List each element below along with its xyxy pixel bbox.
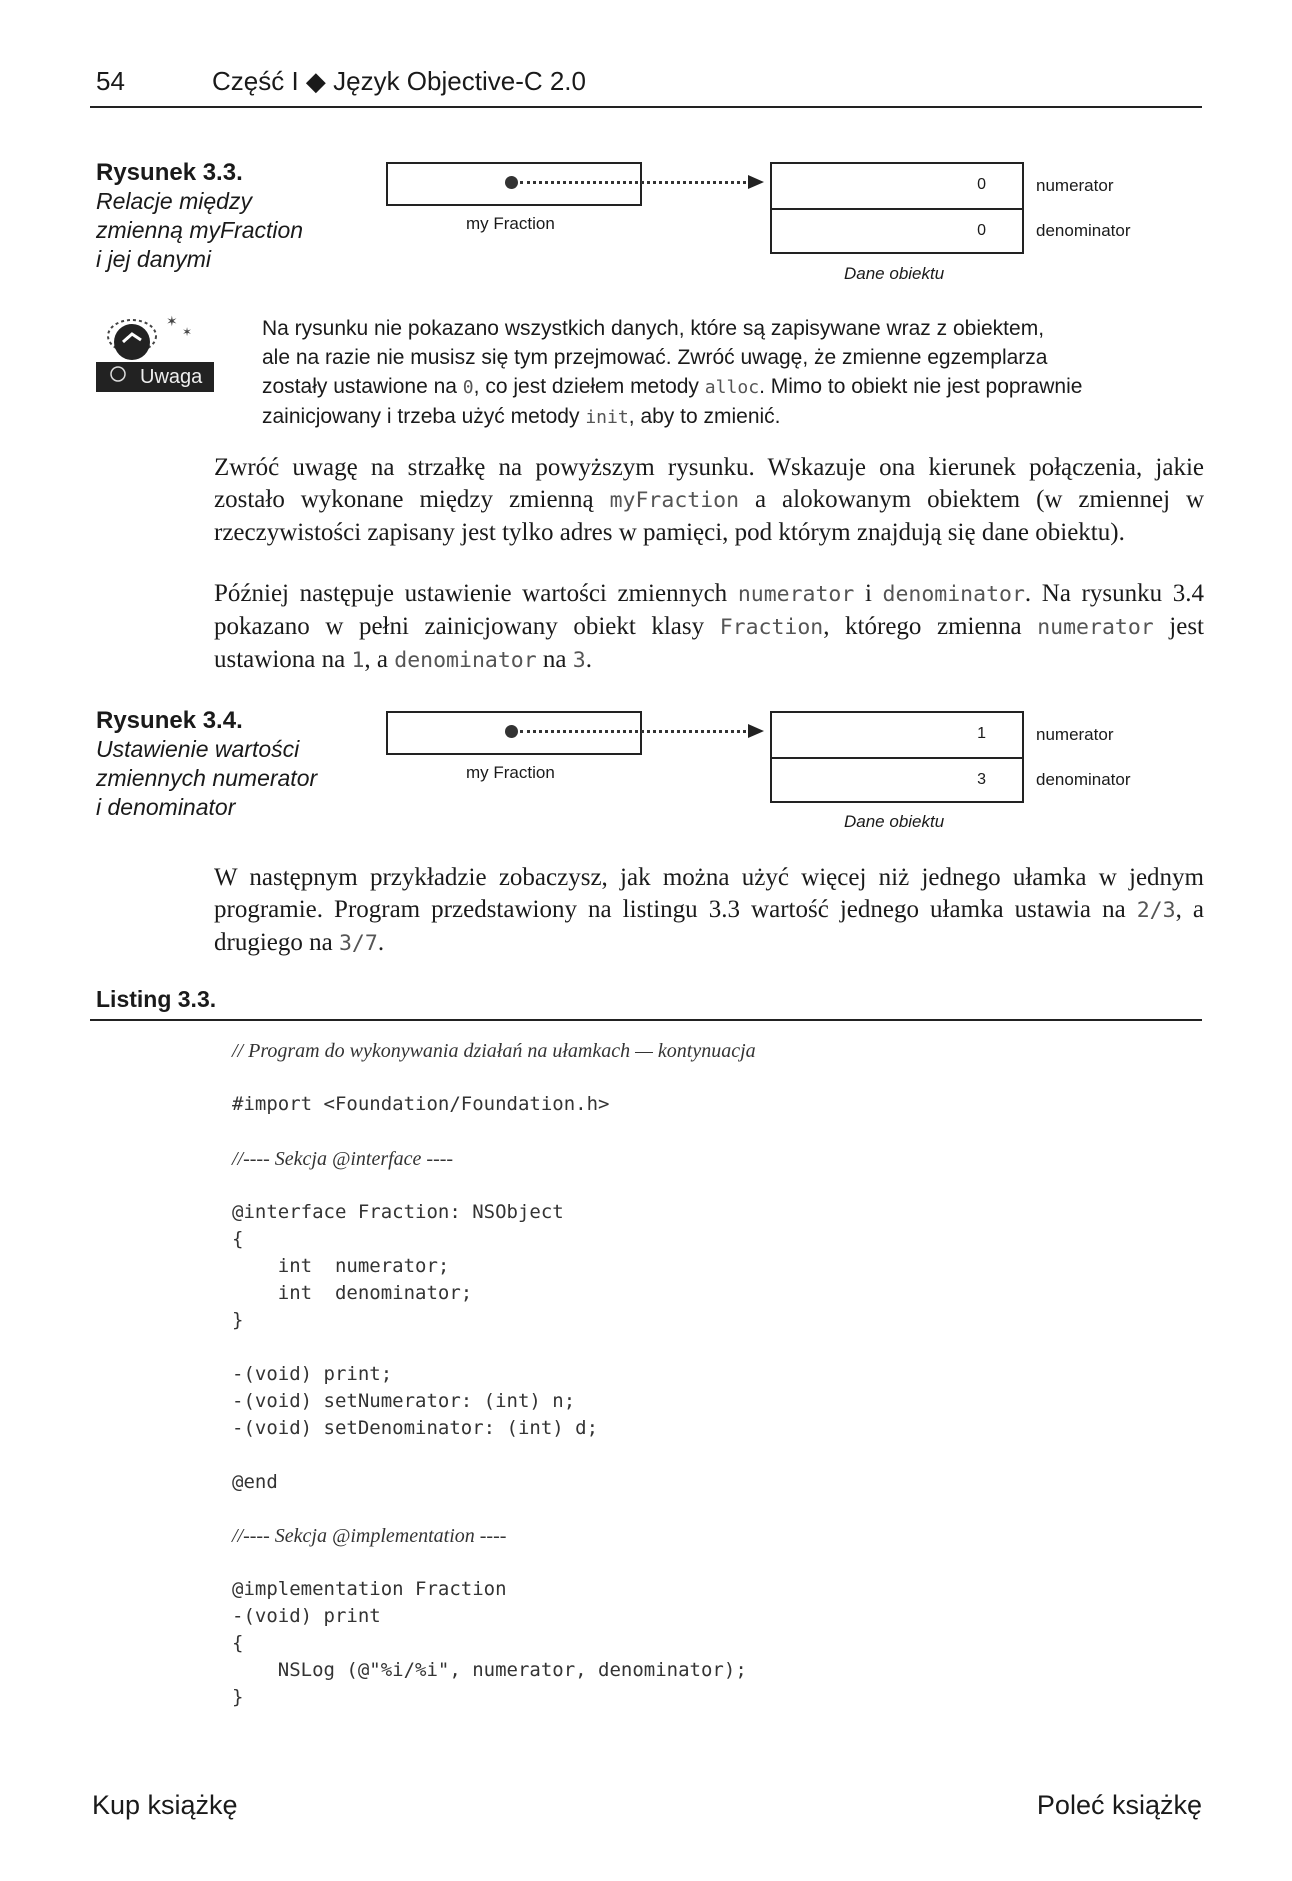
figure-caption-3-3: [96, 158, 356, 274]
code-line: }: [232, 1686, 244, 1708]
listing-rule: [90, 1019, 1202, 1021]
code-comment: //---- Sekcja @interface ----: [232, 1148, 454, 1170]
pointer-dot: [505, 725, 518, 738]
object-data-box: [770, 711, 1024, 803]
code-line: }: [232, 1309, 244, 1331]
code-line: -(void) print: [232, 1605, 381, 1627]
page-number: 54: [96, 66, 125, 96]
code-line: int denominator;: [232, 1282, 473, 1304]
caption-line: Relacje między: [96, 188, 252, 214]
note-badge: Uwaga: [140, 366, 203, 388]
recommend-book-link[interactable]: Poleć książkę: [1036, 1790, 1202, 1820]
code-line: #import <Foundation/Foundation.h>: [232, 1093, 610, 1115]
caption-line: zmiennych numerator: [96, 765, 318, 791]
header-rule: [90, 106, 1202, 108]
note-text: [262, 314, 1192, 432]
figure-caption-3-4: [96, 706, 356, 822]
caption-line: i jej danymi: [96, 246, 212, 272]
pointer-line: [520, 730, 752, 733]
note-line: Na rysunku nie pokazano wszystkich danych, które są zapisywane wraz z obiektem,: [262, 317, 1045, 340]
field-value: 3: [977, 771, 986, 788]
code-line: @implementation Fraction: [232, 1578, 507, 1600]
paragraph: Zwróć uwagę na strzałkę na powyższym rysunku. Wskazuje ona kierunek połączenia, jakie zostało wykonane między zmienną myFraction a alokowanym obiektem (w zmiennej w rzeczywistości zapisany jest tylko adres w pamięci, pod którym znajdują się dane obiektu).: [214, 454, 1205, 546]
code-line: NSLog (@"%i/%i", numerator, denominator);: [232, 1659, 747, 1681]
caption-line: zmienną myFraction: [96, 217, 304, 243]
code-line: @end: [232, 1471, 278, 1493]
code-line: {: [232, 1632, 244, 1654]
code-line: -(void) print;: [232, 1363, 393, 1385]
note-line: zainicjowany i trzeba użyć metody init, aby to zmienić.: [262, 405, 781, 428]
code-line: int numerator;: [232, 1255, 450, 1277]
paragraph: Później następuje ustawienie wartości zmiennych numerator i denominator. Na rysunku 3.4 pokazano w pełni zainicjowany obiekt klasy Fraction, którego zmienna numerator jest ustawiona na 1, a denominator na 3.: [214, 580, 1204, 673]
svg-text:✶: ✶: [166, 314, 178, 330]
field-value: 0: [977, 222, 986, 239]
code-comment: //---- Sekcja @implementation ----: [232, 1525, 507, 1547]
note-icon: [96, 306, 216, 396]
code-line: {: [232, 1228, 244, 1250]
note-line: zostały ustawione na 0, co jest dziełem metody alloc. Mimo to obiekt nie jest poprawnie: [262, 375, 1083, 398]
caption-line: i denominator: [96, 794, 236, 820]
field-cell: [772, 164, 1022, 208]
field-name: denominator: [1036, 221, 1131, 240]
listing-label: Listing 3.3.: [96, 986, 217, 1012]
svg-text:✶: ✶: [182, 325, 193, 339]
object-label: Dane obiektu: [844, 812, 945, 831]
code-comment: // Program do wykonywania działań na ułamkach — kontynuacja: [232, 1040, 756, 1062]
pointer-dot: [505, 176, 518, 189]
field-cell: [772, 757, 1022, 803]
paragraph: W następnym przykładzie zobaczysz, jak można użyć więcej niż jednego ułamka w jednym programie. Program przedstawiony na listingu 3.3 wartość jednego ułamka ustawia na 2/3, a drugiego na 3/7.: [214, 864, 1204, 956]
field-cell: [772, 208, 1022, 254]
note-line: ale na razie nie musisz się tym przejmować. Zwróć uwagę, że zmienne egzemplarza: [262, 346, 1048, 369]
field-name: numerator: [1036, 725, 1114, 744]
running-header: Część I ◆ Język Objective-C 2.0: [212, 66, 586, 96]
code-line: -(void) setDenominator: (int) d;: [232, 1417, 599, 1439]
figure-label: Rysunek 3.4.: [96, 707, 243, 734]
object-data-box: [770, 162, 1024, 254]
code-line: -(void) setNumerator: (int) n;: [232, 1390, 576, 1412]
arrow-head: [748, 175, 764, 189]
figure-label: Rysunek 3.3.: [96, 159, 243, 186]
buy-book-link[interactable]: Kup książkę: [92, 1790, 238, 1820]
caption-line: Ustawienie wartości: [96, 736, 300, 762]
field-name: numerator: [1036, 176, 1114, 195]
pointer-line: [520, 181, 752, 184]
field-value: 0: [977, 176, 986, 193]
variable-label: my Fraction: [466, 763, 555, 782]
variable-label: my Fraction: [466, 214, 555, 233]
code-line: @interface Fraction: NSObject: [232, 1201, 564, 1223]
field-cell: [772, 713, 1022, 757]
object-label: Dane obiektu: [844, 264, 945, 283]
field-value: 1: [977, 725, 986, 742]
field-name: denominator: [1036, 770, 1131, 789]
arrow-head: [748, 724, 764, 738]
